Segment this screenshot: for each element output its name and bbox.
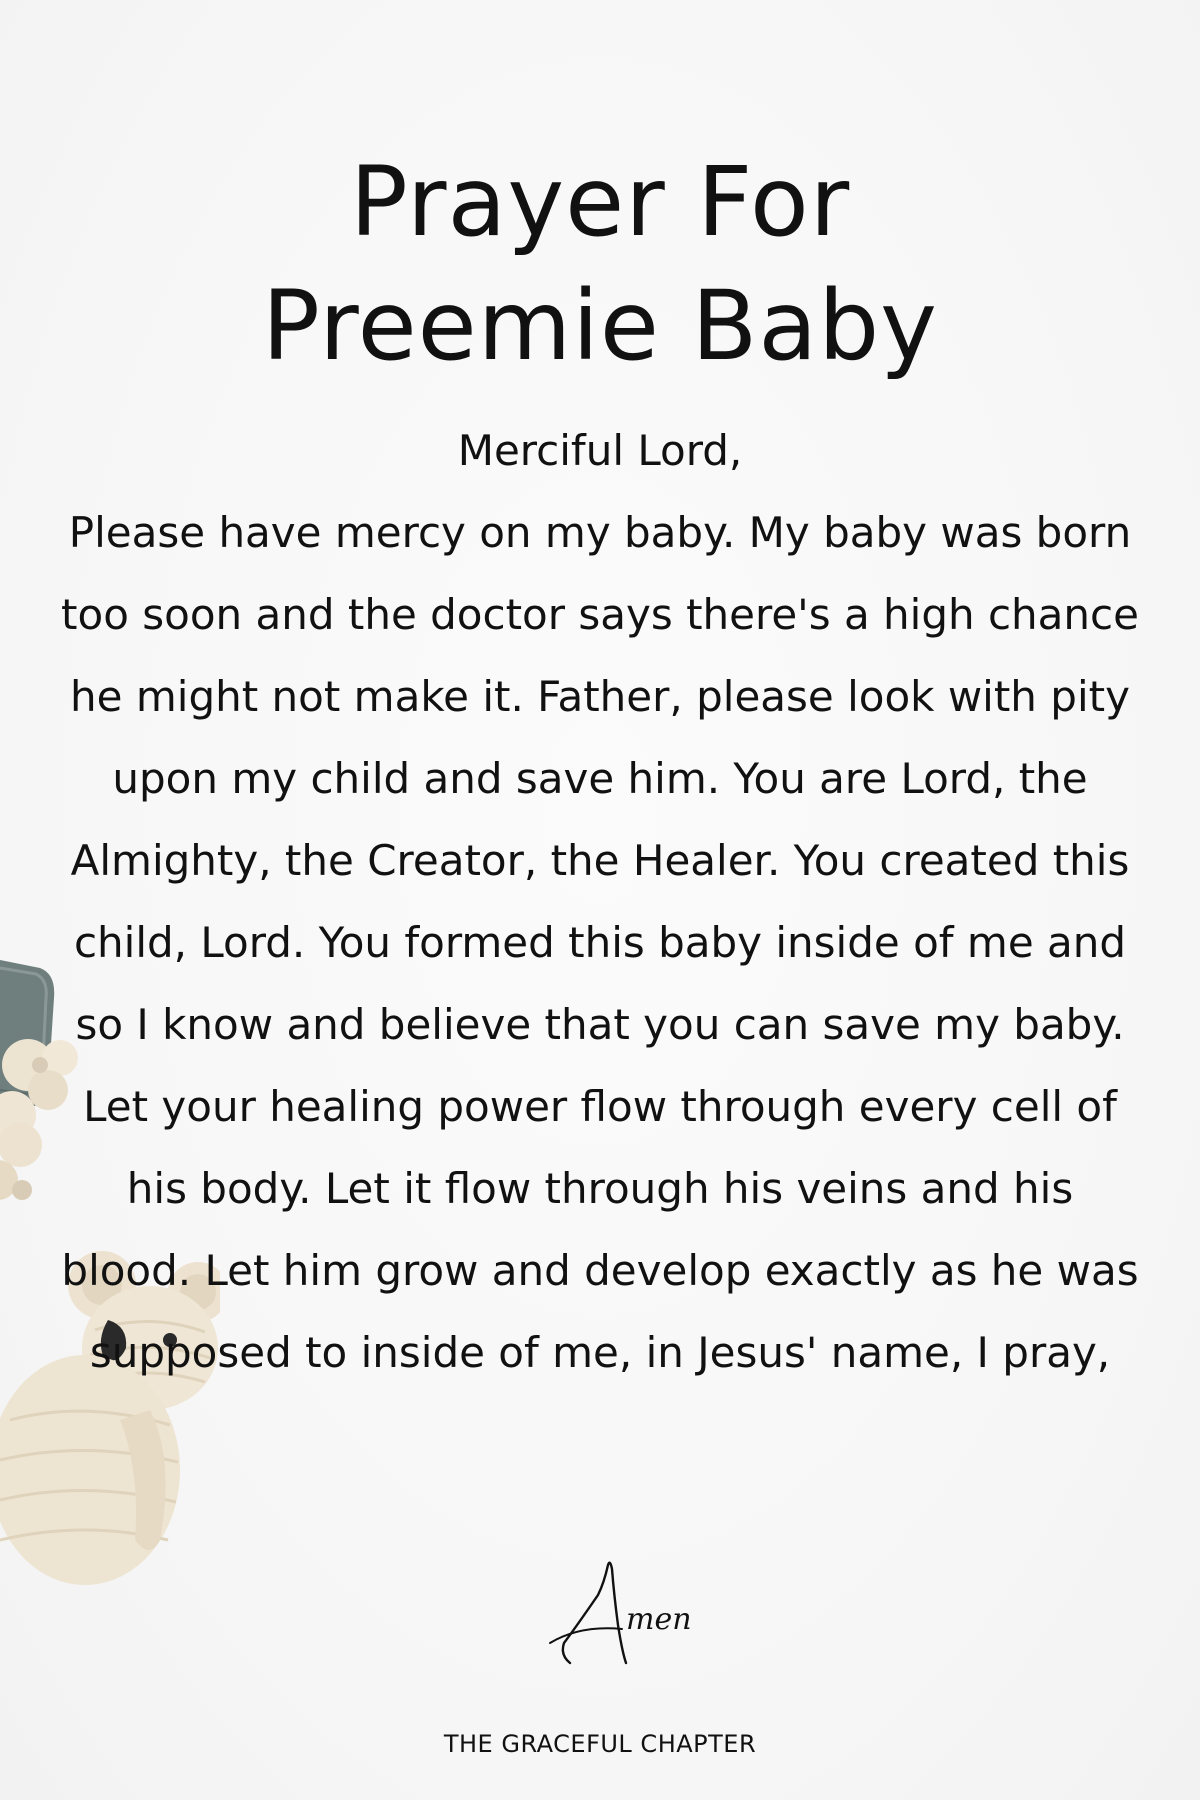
brand-footer: THE GRACEFUL CHAPTER xyxy=(443,1730,757,1758)
prayer-greeting: Merciful Lord, xyxy=(457,426,743,475)
title-line-2: Preemie Baby xyxy=(262,270,938,382)
amen-signature xyxy=(530,1555,710,1675)
title-line-1: Prayer For xyxy=(349,146,851,258)
prayer-body xyxy=(60,410,1140,1394)
amen-signature-text: men xyxy=(626,1602,692,1637)
page-title xyxy=(0,140,1200,388)
prayer-text: Please have mercy on my baby. My baby was born too soon and the doctor says there's a high chance he might not make it. Father, please look with pity upon my child and save him. You are Lord, the Almighty, the Creator, the Healer. You created this child, Lord. You formed this baby inside of me and so I know and believe that you can save my baby. Let your healing power flow through every cell of his body. Let it flow through his veins and his blood. Let him grow and develop exactly as he was supposed to inside of me, in Jesus' name, I pray, xyxy=(61,508,1139,1377)
